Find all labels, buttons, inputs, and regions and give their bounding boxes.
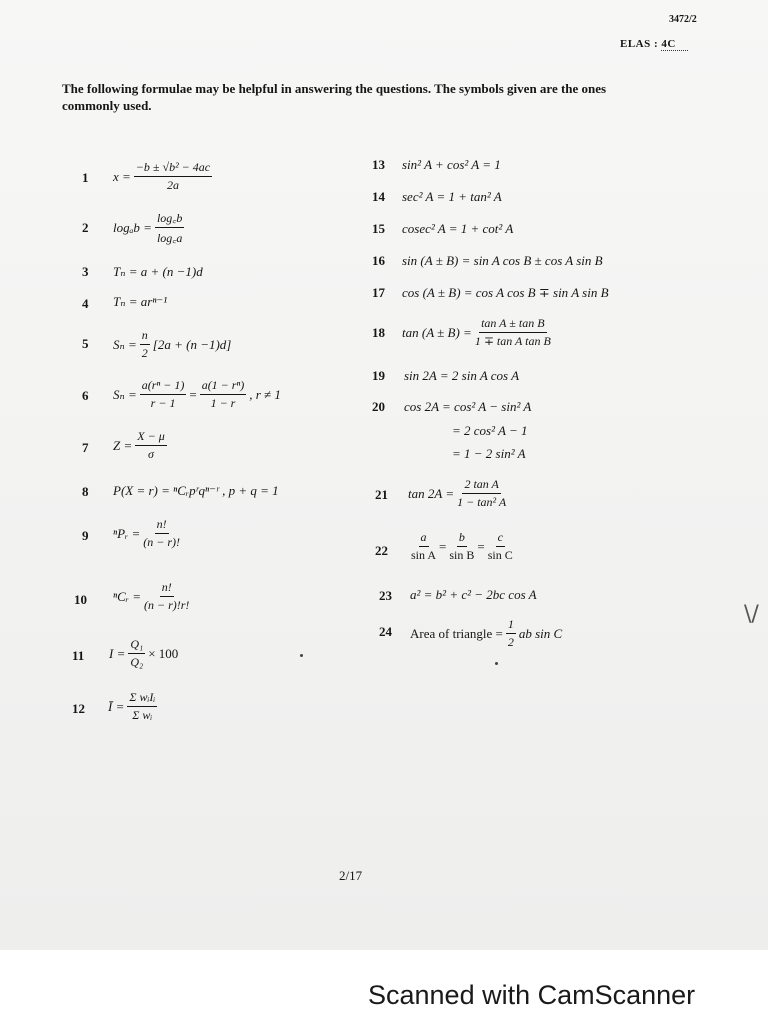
formula-z-score: Z = $\frac{X - \mu}{\sigma}$: [113, 429, 165, 461]
speck: [495, 662, 498, 665]
formula-number: 21: [375, 487, 388, 502]
formula-binomial: P(X = r) = ⁿCᵣpʳqⁿ⁻ʳ , p + q = 1: [113, 483, 279, 498]
formula-cos-double: cos 2A = cos² A − sin² A: [404, 399, 532, 414]
formula-pythagorean-identity: sin² A + cos² A = 1: [402, 157, 501, 172]
camscanner-watermark: Scanned with CamScanner: [368, 980, 696, 1010]
formula-number: 8: [82, 484, 89, 499]
formula-tan-compound: tan (A ± B) = $\frac{\text{tan A ± tan B}}{\text{1 ∓ tan A tan B}}$: [402, 316, 551, 348]
class-field: [620, 38, 688, 50]
formula-cosec-identity: cosec² A = 1 + cot² A: [402, 221, 514, 236]
formula-sec-identity: sec² A = 1 + tan² A: [402, 189, 502, 204]
formula-gp-nth-term: Tₙ = arⁿ⁻¹: [113, 294, 168, 309]
formula-number: 4: [82, 296, 89, 311]
formula-index-number: I = $\frac{\text{Q₁}}{\text{Q₂}}$ × 100: [109, 637, 179, 669]
formula-number: 16: [372, 253, 385, 268]
formula-number: 3: [82, 264, 89, 279]
formula-tan-double: tan 2A = $\frac{\text{2 tan A}}{\text{1 − tan² A}}$: [408, 477, 507, 509]
formula-permutation: ⁿPᵣ = $\frac{n!}{(n - r)!}$: [113, 517, 181, 549]
formula-triangle-area: Area of triangle = $\frac{1}{2}$ ab sin C: [410, 617, 563, 649]
formula-number: 5: [82, 336, 89, 351]
speck: [300, 654, 303, 657]
formula-number: 15: [372, 221, 385, 236]
formula-number: 7: [82, 440, 89, 455]
formula-number: 10: [74, 592, 87, 607]
formula-cos-double-alt1: = 2 cos² A − 1: [452, 423, 528, 438]
formula-ap-sum: Sₙ = $\frac{n}{2}$ [2a + (n −1)d]: [113, 328, 232, 360]
formula-number: 22: [375, 543, 388, 558]
paper-code: 3472/2: [669, 14, 697, 25]
formula-number: 9: [82, 528, 89, 543]
class-value: 4C: [661, 38, 687, 51]
formula-sine-rule: $\frac{a}{\text{sin A}}$ = $\frac{b}{\text{sin B}}$ = $\frac{c}{\text{sin C}}$: [411, 530, 513, 562]
formula-composite-index: Ī = $\frac{\text{Σ wᵢIᵢ}}{\text{Σ wᵢ}}$: [108, 690, 156, 722]
formula-gp-sum: Sₙ = $\frac{\text{a(rⁿ − 1)}}{r - 1}$ = $\frac{\text{a(1 − rⁿ)}}{1 - r}$ , r ≠ 1: [113, 378, 281, 410]
formula-number: 18: [372, 325, 385, 340]
formula-number: 14: [372, 189, 385, 204]
formula-log-change-base: logₐb = $\frac{\log꜀b}{\log꜀a}$: [113, 211, 183, 245]
formula-quadratic: x = $\frac{\text{−b ± √b² − 4ac}}{2a}$: [113, 160, 211, 192]
formula-combination: ⁿCᵣ = $\frac{n!}{(n - r)!r!}$: [113, 580, 190, 612]
formula-number: 24: [379, 624, 392, 639]
formula-number: 13: [372, 157, 385, 172]
formula-ap-nth-term: Tₙ = a + (n −1)d: [113, 264, 203, 279]
formula-number: 19: [372, 368, 385, 383]
formula-number: 1: [82, 170, 89, 185]
formula-number: 11: [72, 648, 85, 663]
formula-number: 23: [379, 588, 392, 603]
edge-mark: \/: [744, 602, 759, 627]
page-number: 2/17: [339, 868, 363, 883]
formula-cos-double-alt2: = 1 − 2 sin² A: [452, 446, 526, 461]
intro-text: The following formulae may be helpful in answering the questions. The symbols given are the ones commonly used.: [62, 81, 607, 113]
formula-sin-compound: sin (A ± B) = sin A cos B ± cos A sin B: [402, 253, 603, 268]
formula-sin-double: sin 2A = 2 sin A cos A: [404, 368, 520, 383]
formula-number: 20: [372, 399, 385, 414]
formula-number: 12: [72, 701, 85, 716]
formula-cosine-rule: a² = b² + c² − 2bc cos A: [410, 587, 537, 602]
formula-cos-compound: cos (A ± B) = cos A cos B ∓ sin A sin B: [402, 285, 609, 300]
formula-number: 2: [82, 220, 89, 235]
formula-number: 17: [372, 285, 385, 300]
class-label: ELAS :: [620, 38, 659, 50]
formula-number: 6: [82, 388, 89, 403]
